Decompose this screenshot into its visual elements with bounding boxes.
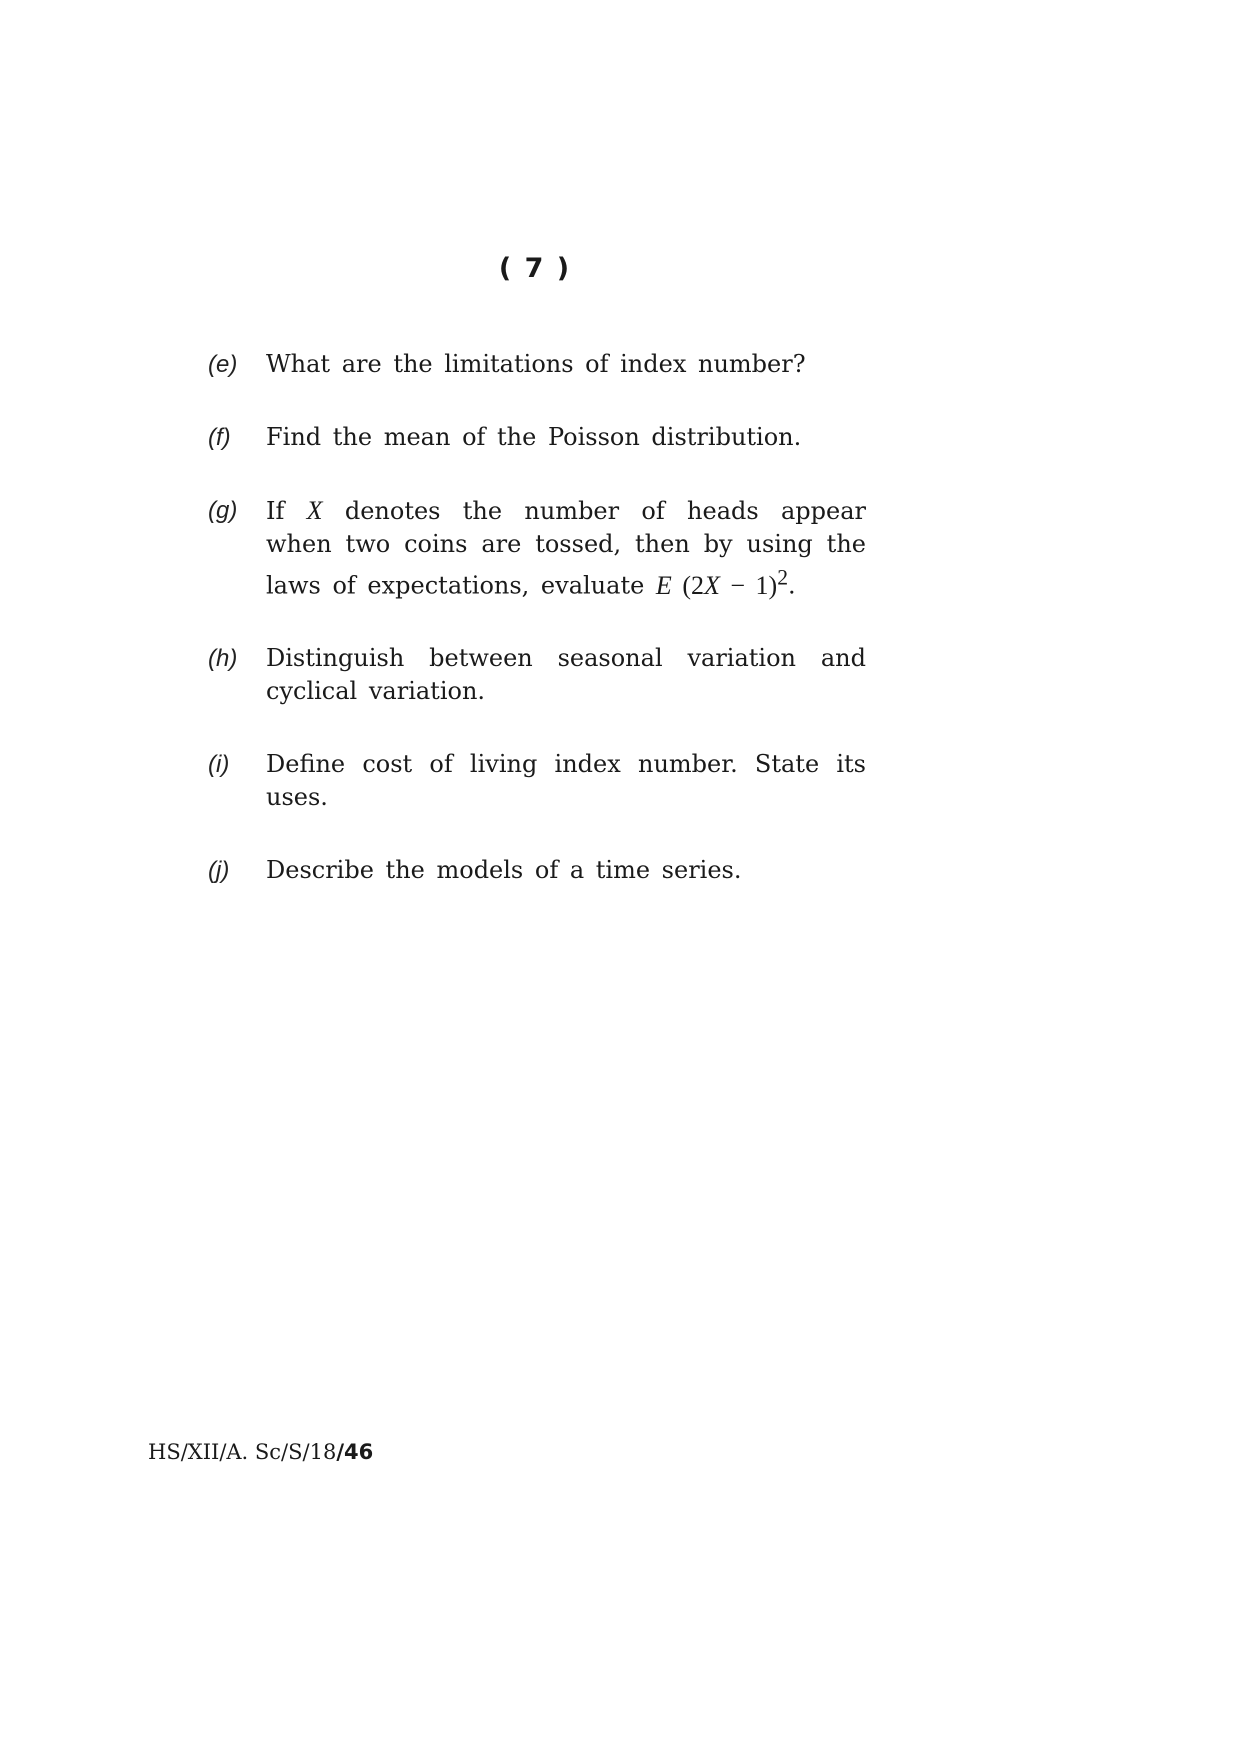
page-number: ( 7 ) [498,253,572,284]
question-text-part: If [266,497,307,525]
variable-x: X [703,570,720,600]
expression-part: (2 [671,570,704,600]
paper-code-number: /46 [336,1440,374,1464]
question-text: Describe the models of a time series. [266,856,742,884]
question-label: (j) [208,857,230,884]
question-text [266,494,866,603]
paper-code [148,1440,373,1464]
question-text-part: denotes the number of heads appear when two coins are tossed, then by using the laws of expectations, evaluate [266,497,866,600]
question-label: (g) [208,497,238,524]
question-label: (i) [208,751,230,778]
paper-code-main: HS/XII/A. Sc/S/18 [148,1440,337,1464]
question-text: Find the mean of the Poisson distribution. [266,423,802,451]
expression-part: − 1) [719,570,778,600]
question-text: Define cost of living index number. State its uses. [266,750,866,811]
expression-end: . [788,571,796,600]
question-label: (h) [208,645,238,672]
question-label: (e) [208,351,238,378]
question-text: Distinguish between seasonal variation and cyclical variation. [266,644,866,705]
question-text: What are the limitations of index number? [266,350,806,378]
expectation-expression [655,565,789,600]
variable-x: X [306,496,323,525]
expectation-operator: E [655,570,672,600]
question-label: (f) [208,424,231,451]
exponent: 2 [777,565,789,589]
